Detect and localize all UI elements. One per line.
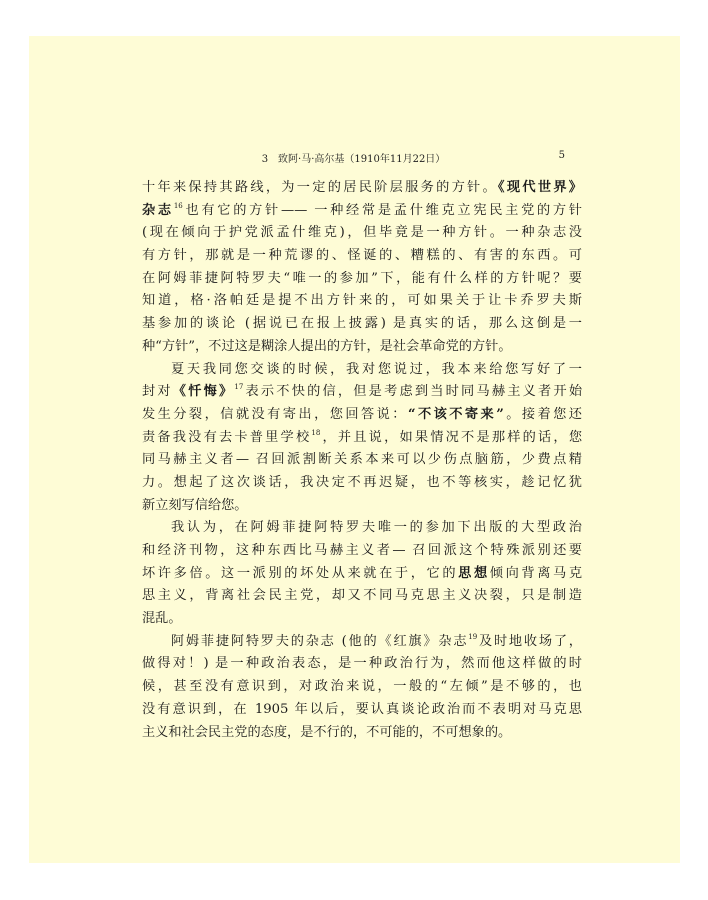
text-segment: ，并且说，如果情况不是那样的话，您: [320, 429, 583, 445]
text-segment: 在阿姆菲捷阿特罗夫“唯一的参加”下，能有什么样的方针呢？要: [142, 270, 582, 286]
text-line: [142, 676, 582, 699]
text-segment: 力。想起了这次谈话，我决定不再迟疑，也不等核实，趁记忆犹: [142, 474, 582, 490]
text-segment: 混乱。: [142, 611, 182, 627]
text-segment: 基参加的谈论 (据说已在报上披露) 是真实的话，那么这倒是一: [142, 316, 582, 332]
text-line: [142, 268, 582, 291]
text-line: [142, 563, 582, 586]
text-segment: 。接着您还: [503, 406, 582, 422]
emphasized-text: 杂志: [142, 202, 174, 218]
text-segment: 有方针，那就是一种荒谬的、怪诞的、糟糕的、有害的东西。可: [142, 248, 582, 264]
text-segment: 候，甚至没有意识到，对政治来说，一般的“左倾”是不够的，也: [142, 679, 582, 695]
text-segment: 种“方针”，不过这是糊涂人提出的方针，是社会革命党的方针。: [142, 338, 512, 354]
emphasized-text: 《忏悔》: [172, 384, 235, 400]
text-line: [142, 517, 582, 540]
text-segment: 阿姆菲捷阿特罗夫的杂志 (他的《红旗》杂志: [171, 633, 469, 649]
text-line: [142, 722, 582, 745]
text-segment: 没有意识到，在 1905 年以后，要认真谈论政治而不表明对马克思: [142, 701, 582, 717]
text-segment: 及时地收场了，: [477, 633, 582, 649]
text-line: [142, 359, 582, 382]
page-number: 5: [558, 150, 565, 161]
text-line: [142, 585, 582, 608]
text-line: [142, 381, 582, 404]
text-segment: (现在倾向于护党派孟什维克)，但毕竟是一种方针。一种杂志没: [142, 225, 582, 241]
text-line: [142, 313, 582, 336]
footnote-marker[interactable]: 19: [468, 632, 478, 641]
body-text: [142, 177, 582, 744]
text-segment: 坏许多倍。这一派别的坏处从来就在于，它的: [142, 565, 459, 581]
emphasized-text: 思想: [458, 565, 490, 581]
text-segment: 思主义，背离社会民主党，却又不同马克思主义决裂，只是制造: [142, 588, 582, 604]
footnote-marker[interactable]: 18: [311, 428, 321, 437]
text-line: [142, 631, 582, 654]
footnote-marker[interactable]: 17: [234, 383, 244, 392]
text-line: [142, 608, 582, 631]
text-line: [142, 290, 582, 313]
emphasized-text: “不该不寄来”: [407, 406, 504, 422]
text-line: [142, 222, 582, 245]
text-line: [142, 449, 582, 472]
text-line: [142, 472, 582, 495]
text-segment: 做得对！) 是一种政治表态，是一种政治行为，然而他这样做的时: [142, 656, 582, 672]
text-line: [142, 200, 582, 223]
text-segment: 发生分裂，信就没有寄出，您回答说：: [142, 406, 408, 422]
running-header: [142, 150, 565, 168]
header-title: 3 致阿·马·高尔基（1910年11月22日）: [261, 154, 446, 165]
text-line: [142, 540, 582, 563]
text-line: [142, 245, 582, 268]
text-line: [142, 336, 582, 359]
text-segment: 同马赫主义者— 召回派割断关系本来可以少伤点脑筋，少费点精: [142, 452, 582, 468]
text-segment: 表示不快的信，但是考虑到当时同马赫主义者开始: [243, 384, 583, 400]
text-segment: 我认为，在阿姆菲捷阿特罗夫唯一的参加下出版的大型政治: [171, 520, 582, 536]
text-segment: 也有它的方针—— 一种经常是孟什维克立宪民主党的方针: [182, 202, 582, 218]
text-line: [142, 653, 582, 676]
text-line: [142, 177, 582, 200]
text-line: [142, 699, 582, 722]
text-segment: 知道，格·洛帕廷是提不出方针来的，可如果关于让卡乔罗夫斯: [142, 293, 582, 309]
text-segment: 新立刻写信给您。: [142, 497, 248, 513]
text-segment: 十年来保持其路线，为一定的居民阶层服务的方针。: [142, 180, 499, 195]
footnote-marker[interactable]: 16: [173, 201, 183, 210]
text-segment: 封对: [142, 384, 173, 400]
text-segment: 和经济刊物，这种东西比马赫主义者— 召回派这个特殊派别还要: [142, 543, 582, 558]
emphasized-text: 《现代世界》: [498, 180, 582, 195]
text-segment: 倾向背离马克: [489, 565, 583, 581]
text-segment: 夏天我同您交谈的时候，我对您说过，我本来给您写好了一: [171, 361, 582, 377]
text-line: [142, 404, 582, 427]
text-segment: 责备我没有去卡普里学校: [142, 429, 312, 445]
text-line: [142, 427, 582, 450]
text-segment: 主义和社会民主党的态度，是不行的，不可能的，不可想象的。: [142, 724, 512, 740]
text-line: [142, 495, 582, 518]
